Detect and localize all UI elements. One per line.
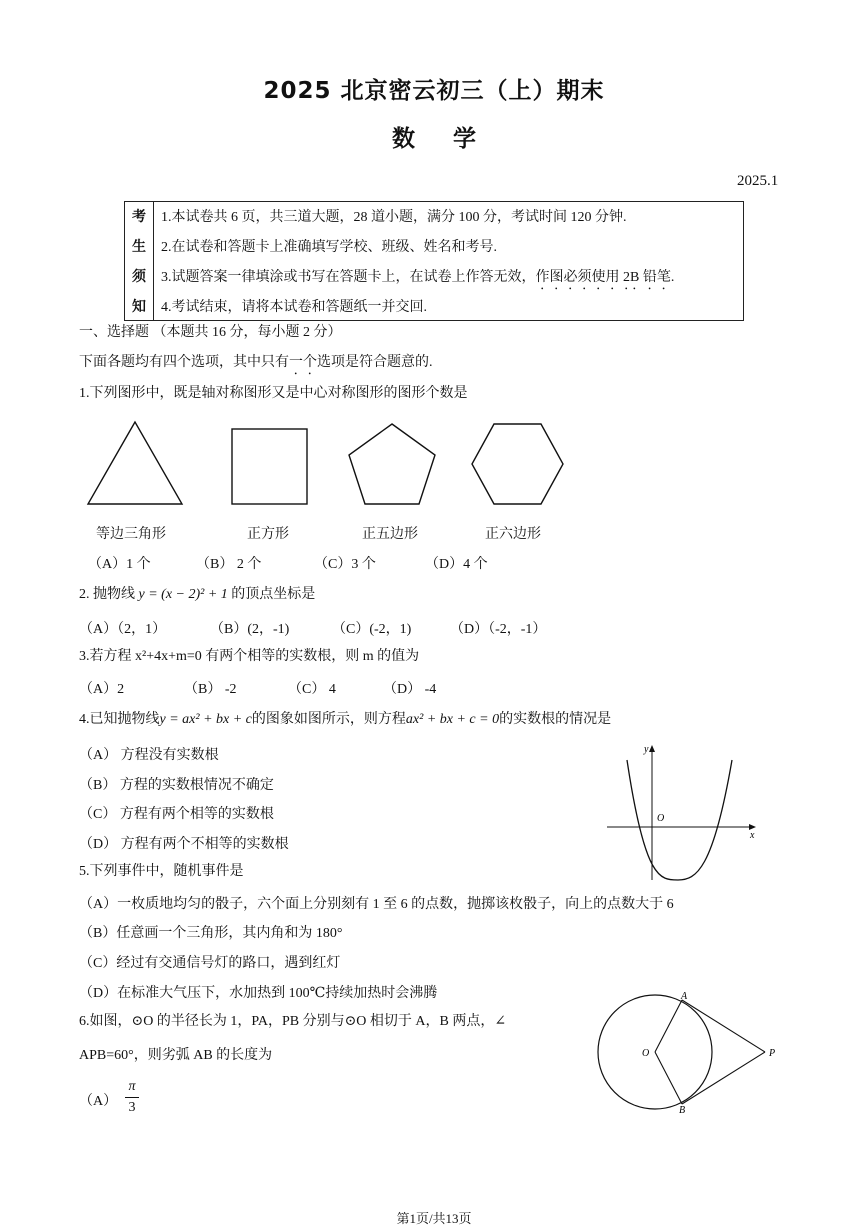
q2-option-a[interactable]: （A）（2，1） — [79, 622, 167, 637]
q2-stem-post: 的顶点坐标是 — [231, 587, 316, 602]
q4-stem-post: 的实数根的情况是 — [499, 712, 612, 727]
section-heading: 一、选择题 （本题共 16 分，每小题 2 分） — [79, 325, 342, 340]
q2-stem — [79, 586, 315, 604]
q2-stem-pre: 2. 抛物线 — [79, 587, 135, 602]
notice-side-char: 知 — [132, 300, 146, 315]
q3-option-a[interactable]: （A）2 — [79, 682, 125, 697]
q3-stem: 3.若方程 x²+4x+m=0 有两个相等的实数根，则 m 的值为 — [79, 649, 420, 664]
q5-option-b[interactable]: （B）任意画一个三角形，其内角和为 180° — [79, 926, 343, 941]
q5-option-c[interactable]: （C）经过有交通信号灯的路口，遇到红灯 — [79, 956, 341, 971]
notice-line-4: 4.考试结束，请将本试卷和答题纸一并交回. — [161, 300, 427, 315]
tangent-pb — [682, 1052, 765, 1104]
notice-line-2: 2.在试卷和答题卡上准确填写学校、班级、姓名和考号. — [161, 240, 497, 255]
instruction-post: 选项是符合题意的. — [317, 355, 433, 370]
q6-circle-figure — [595, 990, 785, 1115]
q3-option-d[interactable]: （D） -4 — [383, 682, 437, 697]
shape-label-pentagon: 正五边形 — [362, 527, 418, 542]
q4-option-b[interactable]: （B） 方程的实数根情况不确定 — [79, 778, 274, 793]
q4-formula-1: y = ax² + bx + c — [159, 712, 252, 727]
page-footer: 第1页/共13页 — [396, 1211, 472, 1226]
pentagon-shape — [349, 424, 435, 504]
point-p-label: P — [769, 1048, 776, 1059]
q6-option-a-fraction[interactable] — [124, 1079, 140, 1116]
point-a-label: A — [681, 991, 688, 1002]
origin-label: O — [657, 813, 665, 824]
exam-date: 2025.1 — [737, 173, 779, 189]
q3-option-c[interactable]: （C） 4 — [288, 682, 336, 697]
q4-stem — [79, 711, 611, 729]
q2-option-b[interactable]: （B）(2，-1) — [210, 622, 290, 637]
q6-option-a-label[interactable]: （A） — [79, 1094, 118, 1109]
fraction-denominator: 3 — [128, 1100, 136, 1115]
q5-stem: 5.下列事件中，随机事件是 — [79, 864, 244, 879]
shape-label-hexagon: 正六边形 — [485, 527, 541, 542]
q1-option-a[interactable]: （A）1 个 — [88, 557, 151, 572]
notice-line-3-text: 3.试题答案一律填涂或书写在答题卡上，在试卷上作答无效， — [161, 270, 536, 285]
notice-side — [125, 202, 154, 320]
hexagon-shape — [472, 424, 563, 504]
notice-side-char: 考 — [132, 210, 146, 225]
fraction-numerator: π — [128, 1079, 136, 1094]
q4-stem-pre: 4.已知抛物线 — [79, 712, 160, 727]
notice-line-3-emphasis: 作图必须使用 2B 铅笔 — [535, 270, 671, 285]
square-shape — [232, 429, 307, 504]
q3-option-b[interactable]: （B） -2 — [184, 682, 237, 697]
q2-option-d[interactable]: （D）（-2，-1） — [450, 622, 547, 637]
q2-formula: y = (x − 2)² + 1 — [138, 587, 228, 602]
instruction-emphasis: 一个 — [289, 355, 317, 370]
point-o-label: O — [642, 1048, 650, 1059]
radius-oa — [655, 1000, 682, 1052]
triangle-shape — [88, 422, 182, 504]
notice-side-char: 须 — [132, 270, 146, 285]
point-b-label: B — [679, 1105, 686, 1115]
q2-option-c[interactable]: （C）(-2，1) — [332, 622, 412, 637]
notice-line-1: 1.本试卷共 6 页，共三道大题，28 道小题，满分 100 分，考试时间 120 分钟. — [161, 210, 627, 225]
subject-title: 数学 — [392, 126, 514, 152]
section-instruction — [79, 354, 433, 378]
q1-stem: 1.下列图形中，既是轴对称图形又是中心对称图形的图形个数是 — [79, 386, 468, 401]
page-title: 2025 北京密云初三（上）期末 — [263, 78, 605, 104]
y-axis-label: y — [644, 744, 649, 755]
notice-box — [124, 201, 744, 321]
q4-formula-2: ax² + bx + c = 0 — [405, 712, 500, 727]
instruction-pre: 下面各题均有四个选项，其中只有 — [79, 355, 289, 370]
shape-label-square: 正方形 — [247, 527, 289, 542]
q1-option-c[interactable]: （C）3 个 — [314, 557, 376, 572]
fraction-bar — [125, 1097, 139, 1098]
q1-shapes-figure — [80, 412, 580, 512]
q4-option-d[interactable]: （D） 方程有两个不相等的实数根 — [79, 837, 289, 852]
q4-parabola-graph — [605, 740, 765, 885]
notice-line-3-end: . — [670, 270, 675, 285]
q6-line-1: 6.如图，⊙O 的半径长为 1，PA，PB 分别与⊙O 相切于 A，B 两点，∠ — [79, 1014, 507, 1029]
tangent-pa — [682, 1000, 765, 1052]
q6-line-2: APB=60°，则劣弧 AB 的长度为 — [79, 1048, 273, 1063]
q5-option-a[interactable]: （A）一枚质地均匀的骰子，六个面上分别刻有 1 至 6 的点数，抛掷该枚骰子，向上的点数大于 6 — [79, 897, 674, 912]
q1-option-d[interactable]: （D）4 个 — [425, 557, 488, 572]
q4-option-c[interactable]: （C） 方程有两个相等的实数根 — [79, 807, 274, 822]
q1-option-b[interactable]: （B） 2 个 — [196, 557, 262, 572]
radius-ob — [655, 1052, 682, 1104]
notice-line-3 — [161, 266, 674, 293]
q4-option-a[interactable]: （A） 方程没有实数根 — [79, 748, 219, 763]
shape-label-triangle: 等边三角形 — [96, 527, 166, 542]
parabola-curve — [627, 760, 732, 880]
notice-side-char: 生 — [132, 240, 146, 255]
q4-stem-mid: 的图象如图所示，则方程 — [251, 712, 406, 727]
x-axis-label: x — [750, 830, 755, 841]
q5-option-d[interactable]: （D）在标准大气压下，水加热到 100℃持续加热时会沸腾 — [79, 986, 438, 1001]
